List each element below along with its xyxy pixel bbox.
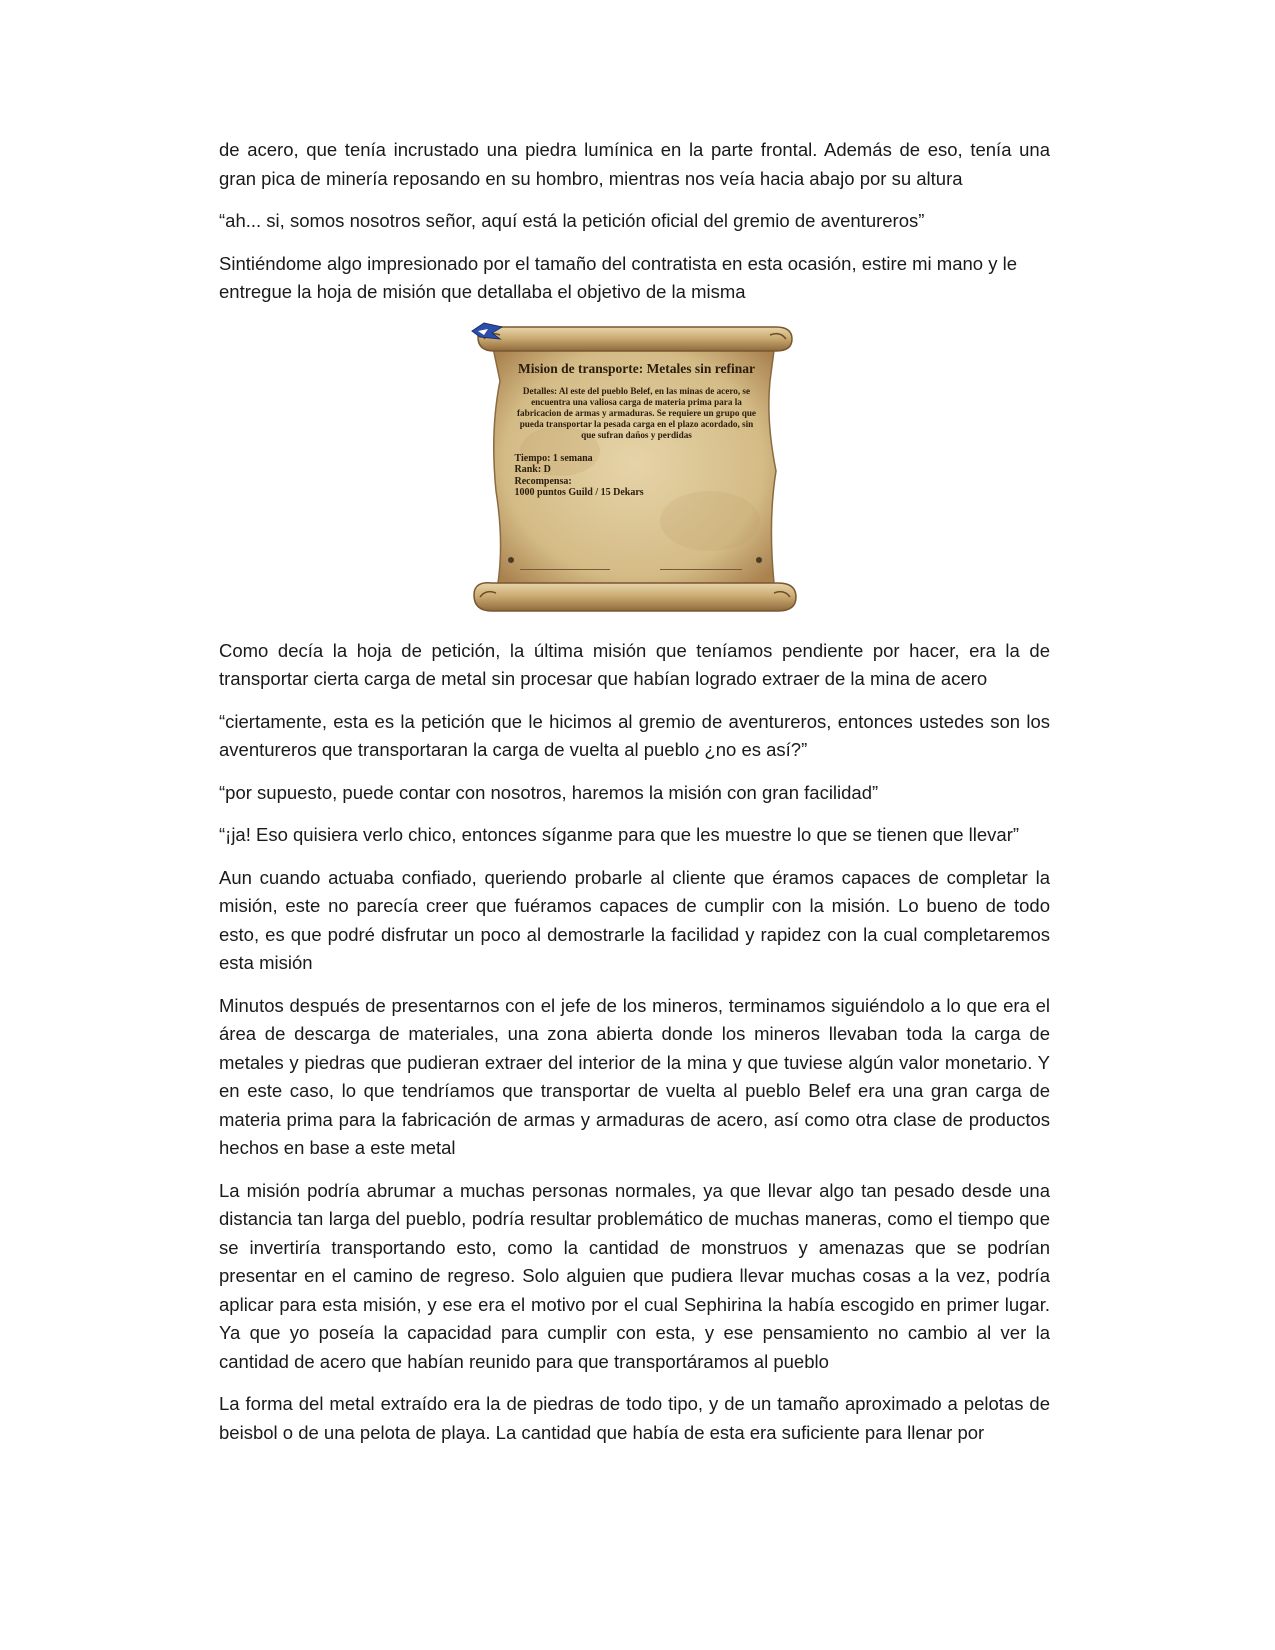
signature-line-left	[520, 569, 610, 570]
mission-details: Detalles: Al este del pueblo Belef, en las minas de acero, se encuentra una valiosa carga de materia prima para la fabricacion de armas y armaduras. Se requiere un grupo que pueda transportar la pesada carga en el plazo acordado, sin que sufran daños y perdidas	[516, 385, 757, 440]
paragraph-9: Minutos después de presentarnos con el jefe de los mineros, terminamos siguiéndolo a lo que era el área de descarga de materiales, una zona abierta donde los mineros llevaban toda la carga de metales y piedras que pudieran extraer del interior de la mina y que tuviese algún valor monetario. Y en este caso, lo que tendríamos que transportar de vuelta al pueblo Belef era una gran carga de materia prima para la fabricación de armas y armaduras de acero, así como otra clase de productos hechos en base a este metal	[219, 994, 1050, 1158]
mission-reward-label: Recompensa:	[514, 475, 572, 487]
mission-scroll-figure	[219, 321, 1050, 615]
paragraph-4: Como decía la hoja de petición, la última misión que teníamos pendiente por hacer, era la de transportar cierta carga de metal sin procesar que habían logrado extraer de la mina de acero	[219, 639, 1050, 689]
guild-seal-icon	[470, 321, 504, 341]
mission-text	[515, 361, 759, 499]
paragraph-10: La misión podría abrumar a muchas personas normales, ya que llevar algo tan pesado desde una distancia tan larga del pueblo, podría resultar problemático de muchas maneras, como el tiempo que se invertiría transportando esto, como la cantidad de monstruos y amenazas que se podrían presentar en el camino de regreso. Solo alguien que pudiera llevar muchas cosas a la vez, podría aplicar para esta misión, y ese era el motivo por el cual Sephirina la había escogido en primer lugar. Ya que yo poseía la capacidad para cumplir con esta, y ese pensamiento no cambio al ver la cantidad de acero que habían reunido para que transportáramos al pueblo	[219, 1179, 1050, 1372]
pin-icon	[756, 557, 762, 563]
signature-line-right	[660, 569, 742, 570]
mission-reward-value: 1000 puntos Guild / 15 Dekars	[514, 487, 644, 498]
paragraph-1: de acero, que tenía incrustado una piedra lumínica en la parte frontal. Además de eso, tenía una gran pica de minería reposando en su hombro, mientras nos veía hacia abajo por su altura	[219, 139, 1050, 189]
paragraph-8: Aun cuando actuaba confiado, queriendo probarle al cliente que éramos capaces de completar la misión, este no parecía creer que fuéramos capaces de cumplir con la misión. Lo bueno de todo esto, es que podré disfrutar un poco al demostrarle la facilidad y rapidez con la cual completaremos esta misión	[219, 866, 1050, 973]
mission-rank: Rank: D	[514, 464, 551, 475]
mission-time: Tiempo: 1 semana	[514, 452, 593, 464]
paragraph-5: “ciertamente, esta es la petición que le hicimos al gremio de aventureros, entonces ustedes son los aventureros que transportaran la carga de vuelta al pueblo ¿no es así?”	[219, 710, 1050, 760]
paragraph-3: Sintiéndome algo impresionado por el tamaño del contratista en esta ocasión, estire mi mano y le entregue la hoja de misión que detallaba el objetivo de la misma	[219, 252, 1017, 302]
mission-title: Mision de transporte: Metales sin refinar	[517, 360, 756, 376]
paragraph-7: “¡ja! Eso quisiera verlo chico, entonces síganme para que les muestre lo que se tienen que llevar”	[219, 824, 1020, 845]
page-content	[219, 136, 1050, 1461]
pin-icon	[508, 557, 514, 563]
mission-scroll	[470, 321, 800, 615]
paragraph-11: La forma del metal extraído era la de piedras de todo tipo, y de un tamaño aproximado a pelotas de beisbol o de una pelota de playa. La cantidad que había de esta era suficiente para llenar por	[219, 1393, 1050, 1443]
paragraph-2: “ah... si, somos nosotros señor, aquí está la petición oficial del gremio de aventureros”	[219, 210, 925, 231]
paragraph-6: “por supuesto, puede contar con nosotros, haremos la misión con gran facilidad”	[219, 781, 879, 803]
